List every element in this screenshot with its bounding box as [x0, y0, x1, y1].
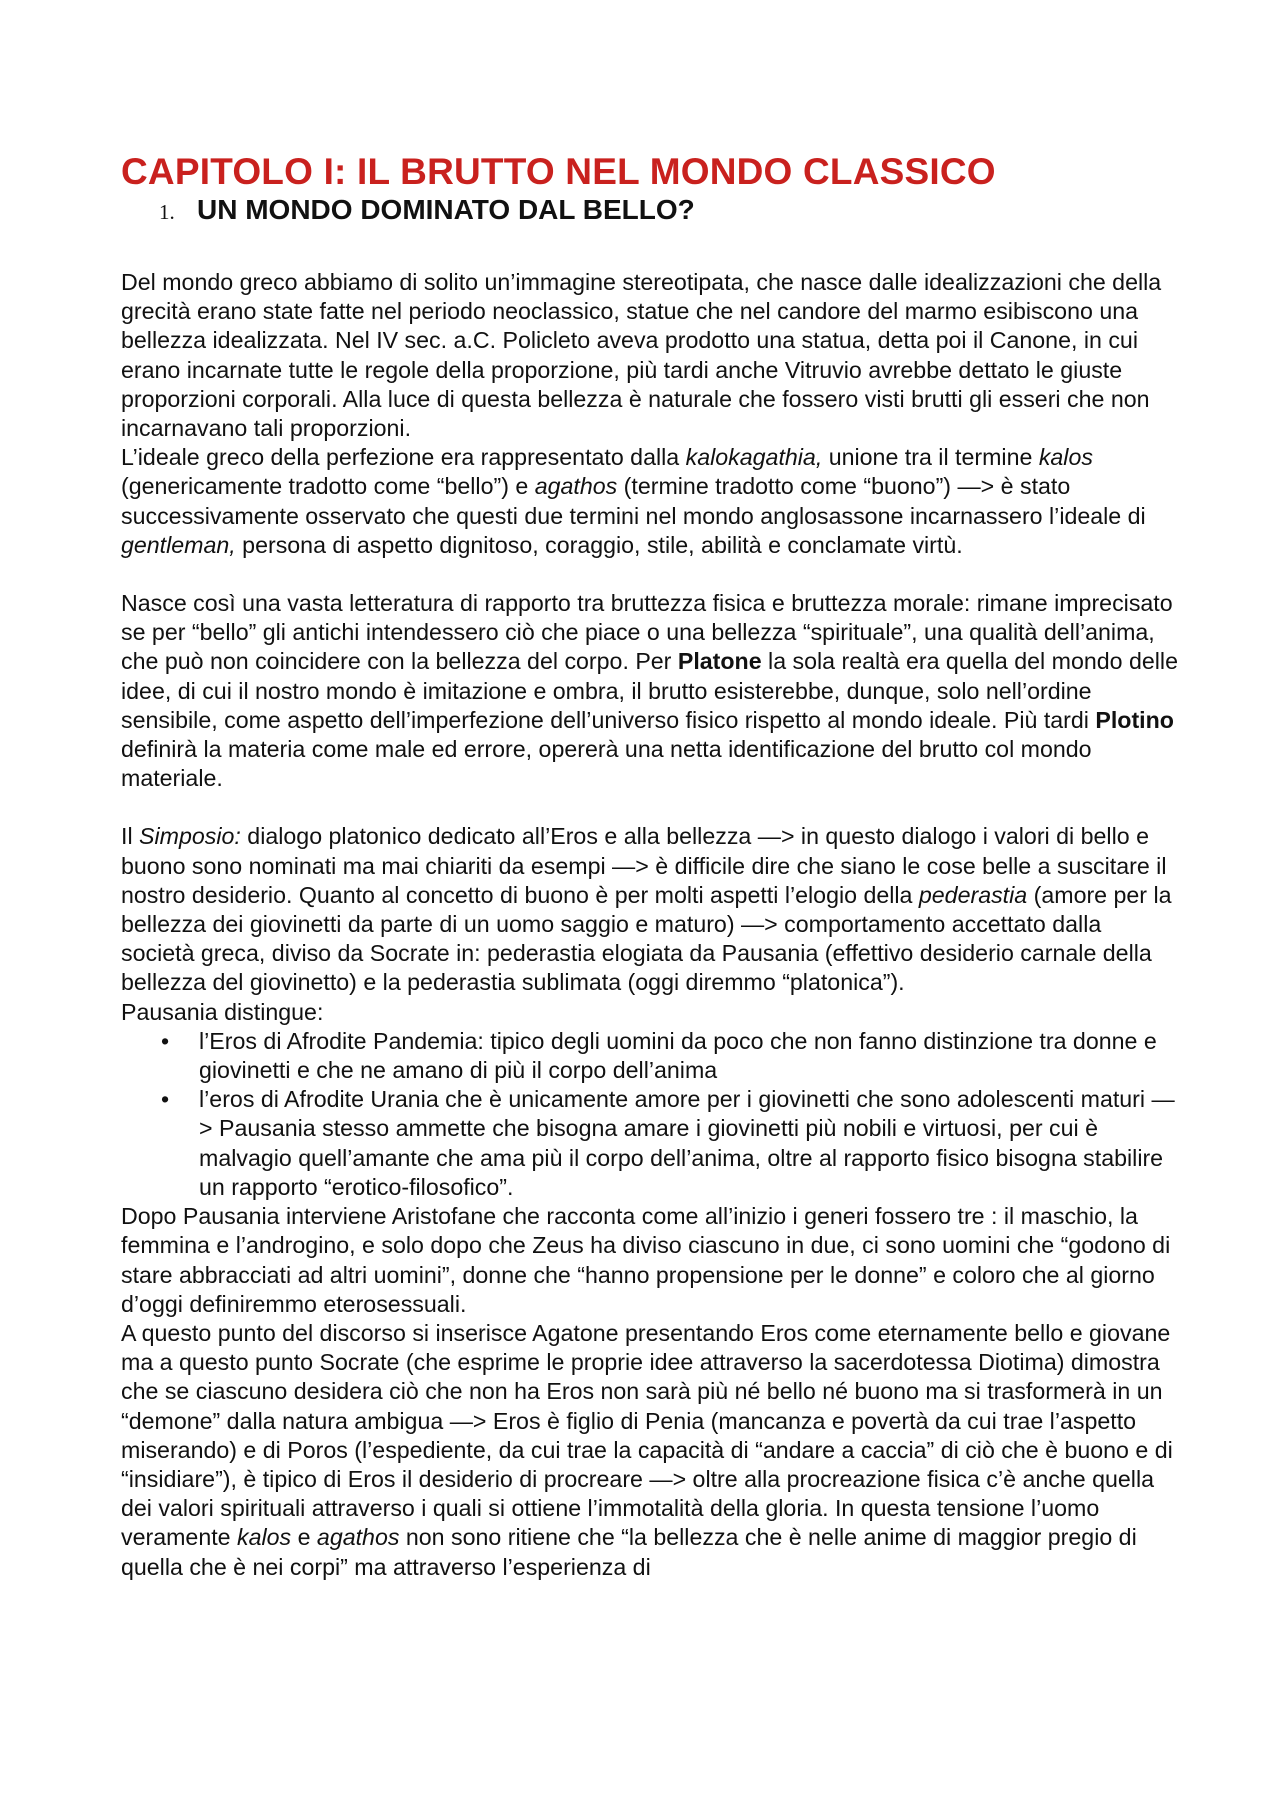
- paragraph-text: (genericamente tradotto come “bello”) e: [121, 473, 535, 500]
- list-item-text: l’eros di Afrodite Urania che è unicamente amore per i giovinetti che sono adolescenti maturi —> Pausania stesso ammette che bisogna amare i giovinetti più nobili e virtuosi, per cui è malvagio quell’amante che ama più il corpo dell’anima, oltre al rapporto fisico bisogna stabilire un rapporto “erotico-filosofico”.: [199, 1086, 1175, 1200]
- italic-term: gentleman,: [121, 531, 236, 558]
- paragraph-gap: [121, 560, 1181, 589]
- list-item: [121, 1027, 1181, 1085]
- paragraph-text: Del mondo greco abbiamo di solito un’immagine stereotipata, che nasce dalle idealizzazioni che della grecità erano state fatte nel periodo neoclassico, statue che nel candore del marmo esibiscono una bellezza idealizzata. Nel IV sec. a.C. Policleto aveva prodotto una statua, detta poi il Canone, in cui erano incarnate tutte le regole della proporzione, più tardi anche Vitruvio avrebbe dettato le giuste proporzioni corporali. Alla luce di questa bellezza è naturale che fossero visti brutti gli esseri che non incarnavano tali proporzioni.: [121, 269, 1162, 442]
- chapter-title: CAPITOLO I: IL BRUTTO NEL MONDO CLASSICO: [121, 151, 996, 192]
- italic-term: agathos: [316, 1524, 400, 1551]
- list-item: [121, 1085, 1181, 1202]
- section-number: 1.: [159, 200, 175, 224]
- bold-term: Platone: [677, 648, 762, 675]
- paragraph-text: la sola realtà era quella del mondo delle idee, di cui il nostro mondo è imitazione e ombra, il brutto esisterebbe, dunque, solo nell’ordine sensibile, come aspetto dell’imperfezione dell’universo fisico rispetto al mondo ideale. Più tardi: [121, 648, 1178, 733]
- italic-term: kalos: [1038, 444, 1093, 471]
- bullet-icon: •: [161, 1027, 170, 1054]
- bullet-icon: •: [161, 1086, 170, 1113]
- paragraph-text: unione tra il termine: [822, 444, 1039, 471]
- paragraph-kalokagathia: [121, 443, 1181, 560]
- paragraph-text: e: [291, 1524, 317, 1551]
- section-heading: [159, 194, 1181, 238]
- paragraph-aristofane: [121, 1202, 1181, 1319]
- paragraph-text: Nasce così una vasta letteratura di rapporto tra bruttezza fisica e bruttezza morale: rimane imprecisato se per “bello” gli antichi intendessero ciò che piace o una bellezza “spirituale”, una qualità dell’anima, che può non coincidere con la bellezza del corpo. Per: [121, 590, 1173, 675]
- paragraph-simposio: [121, 822, 1181, 997]
- paragraph-intro: [121, 268, 1181, 443]
- paragraph-gap: [121, 793, 1181, 822]
- paragraph-text: persona di aspetto dignitoso, coraggio, stile, abilità e conclamate virtù.: [235, 531, 963, 558]
- paragraph-platone: [121, 589, 1181, 793]
- document-content: [121, 150, 1181, 1582]
- bold-term: Plotino: [1095, 706, 1174, 733]
- list-item-text: l’Eros di Afrodite Pandemia: tipico degli uomini da poco che non fanno distinzione tra donne e giovinetti e che ne amano di più il corpo dell’anima: [199, 1027, 1157, 1084]
- italic-term: kalos: [237, 1524, 292, 1551]
- paragraph-text: dialogo platonico dedicato all’Eros e alla bellezza —> in questo dialogo i valori di bello e buono sono nominati ma mai chiariti da esempi —> è difficile dire che siano le cose belle a suscitare il nostro desiderio. Quanto al concetto di buono è per molti aspetti l’elogio della: [121, 823, 1167, 908]
- paragraph-text: non sono ritiene che “la bellezza che è nelle anime di maggior pregio di quella che è nei corpi” ma attraverso l’esperienza di: [121, 1524, 1137, 1580]
- paragraph-text: A questo punto del discorso si inserisce Agatone presentando Eros come eternamente bello e giovane ma a questo punto Socrate (che esprime le proprie idee attraverso la sacerdotessa Diotima) dimostra che se ciascuno desidera ciò che non ha Eros non sarà più né bello né buono ma si trasformerà in un “demone” dalla natura ambigua —> Eros è figlio di Penia (mancanza e povertà da cui trae l’aspetto miserando) e di Poros (l’espediente, da cui trae la capacità di “andare a caccia” di ciò che è buono e di “insidiare”), è tipico di Eros il desiderio di procreare —> oltre alla procreazione fisica c’è anche quella dei valori spirituali attraverso i quali si ottiene l’immotalità della gloria. In questa tensione l’uomo veramente: [121, 1319, 1173, 1551]
- section-title: UN MONDO DOMINATO DAL BELLO?: [197, 194, 695, 225]
- paragraph-pausania: [121, 998, 1181, 1027]
- paragraph-text: Pausania distingue:: [121, 998, 324, 1025]
- paragraph-text: L’ideale greco della perfezione era rappresentato dalla: [121, 444, 686, 471]
- italic-term: kalokagathia,: [685, 444, 823, 471]
- paragraph-text: (termine tradotto come “buono”) —> è stato successivamente osservato che questi due termini nel mondo anglosassone incarnassero l’ideale di: [121, 473, 1146, 529]
- paragraph-text: definirà la materia come male ed errore, opererà una netta identificazione del brutto col mondo materiale.: [121, 736, 1092, 792]
- bullet-list: [121, 1027, 1181, 1202]
- italic-term: pederastia: [918, 881, 1028, 908]
- paragraph-text: (amore per la bellezza dei giovinetti da parte di un uomo saggio e maturo) —> comportamento accettato dalla società greca, diviso da Socrate in: pederastia elogiata da Pausania (effettivo desiderio carnale della bellezza del giovinetto) e la pederastia sublimata (oggi diremmo “platonica”).: [121, 881, 1172, 996]
- paragraph-text: Dopo Pausania interviene Aristofane che racconta come all’inizio i generi fossero tre : il maschio, la femmina e l’androgino, e solo dopo che Zeus ha diviso ciascuno in due, ci sono uomini che “godono di stare abbracciati ad altri uomini”, donne che “hanno propensione per le donne” e coloro che al giorno d’oggi definiremmo eterosessuali.: [121, 1203, 1171, 1317]
- paragraph-agatone: [121, 1319, 1181, 1582]
- paragraph-text: Il: [121, 823, 140, 850]
- italic-term: agathos: [534, 473, 618, 500]
- italic-term: Simposio:: [139, 823, 241, 850]
